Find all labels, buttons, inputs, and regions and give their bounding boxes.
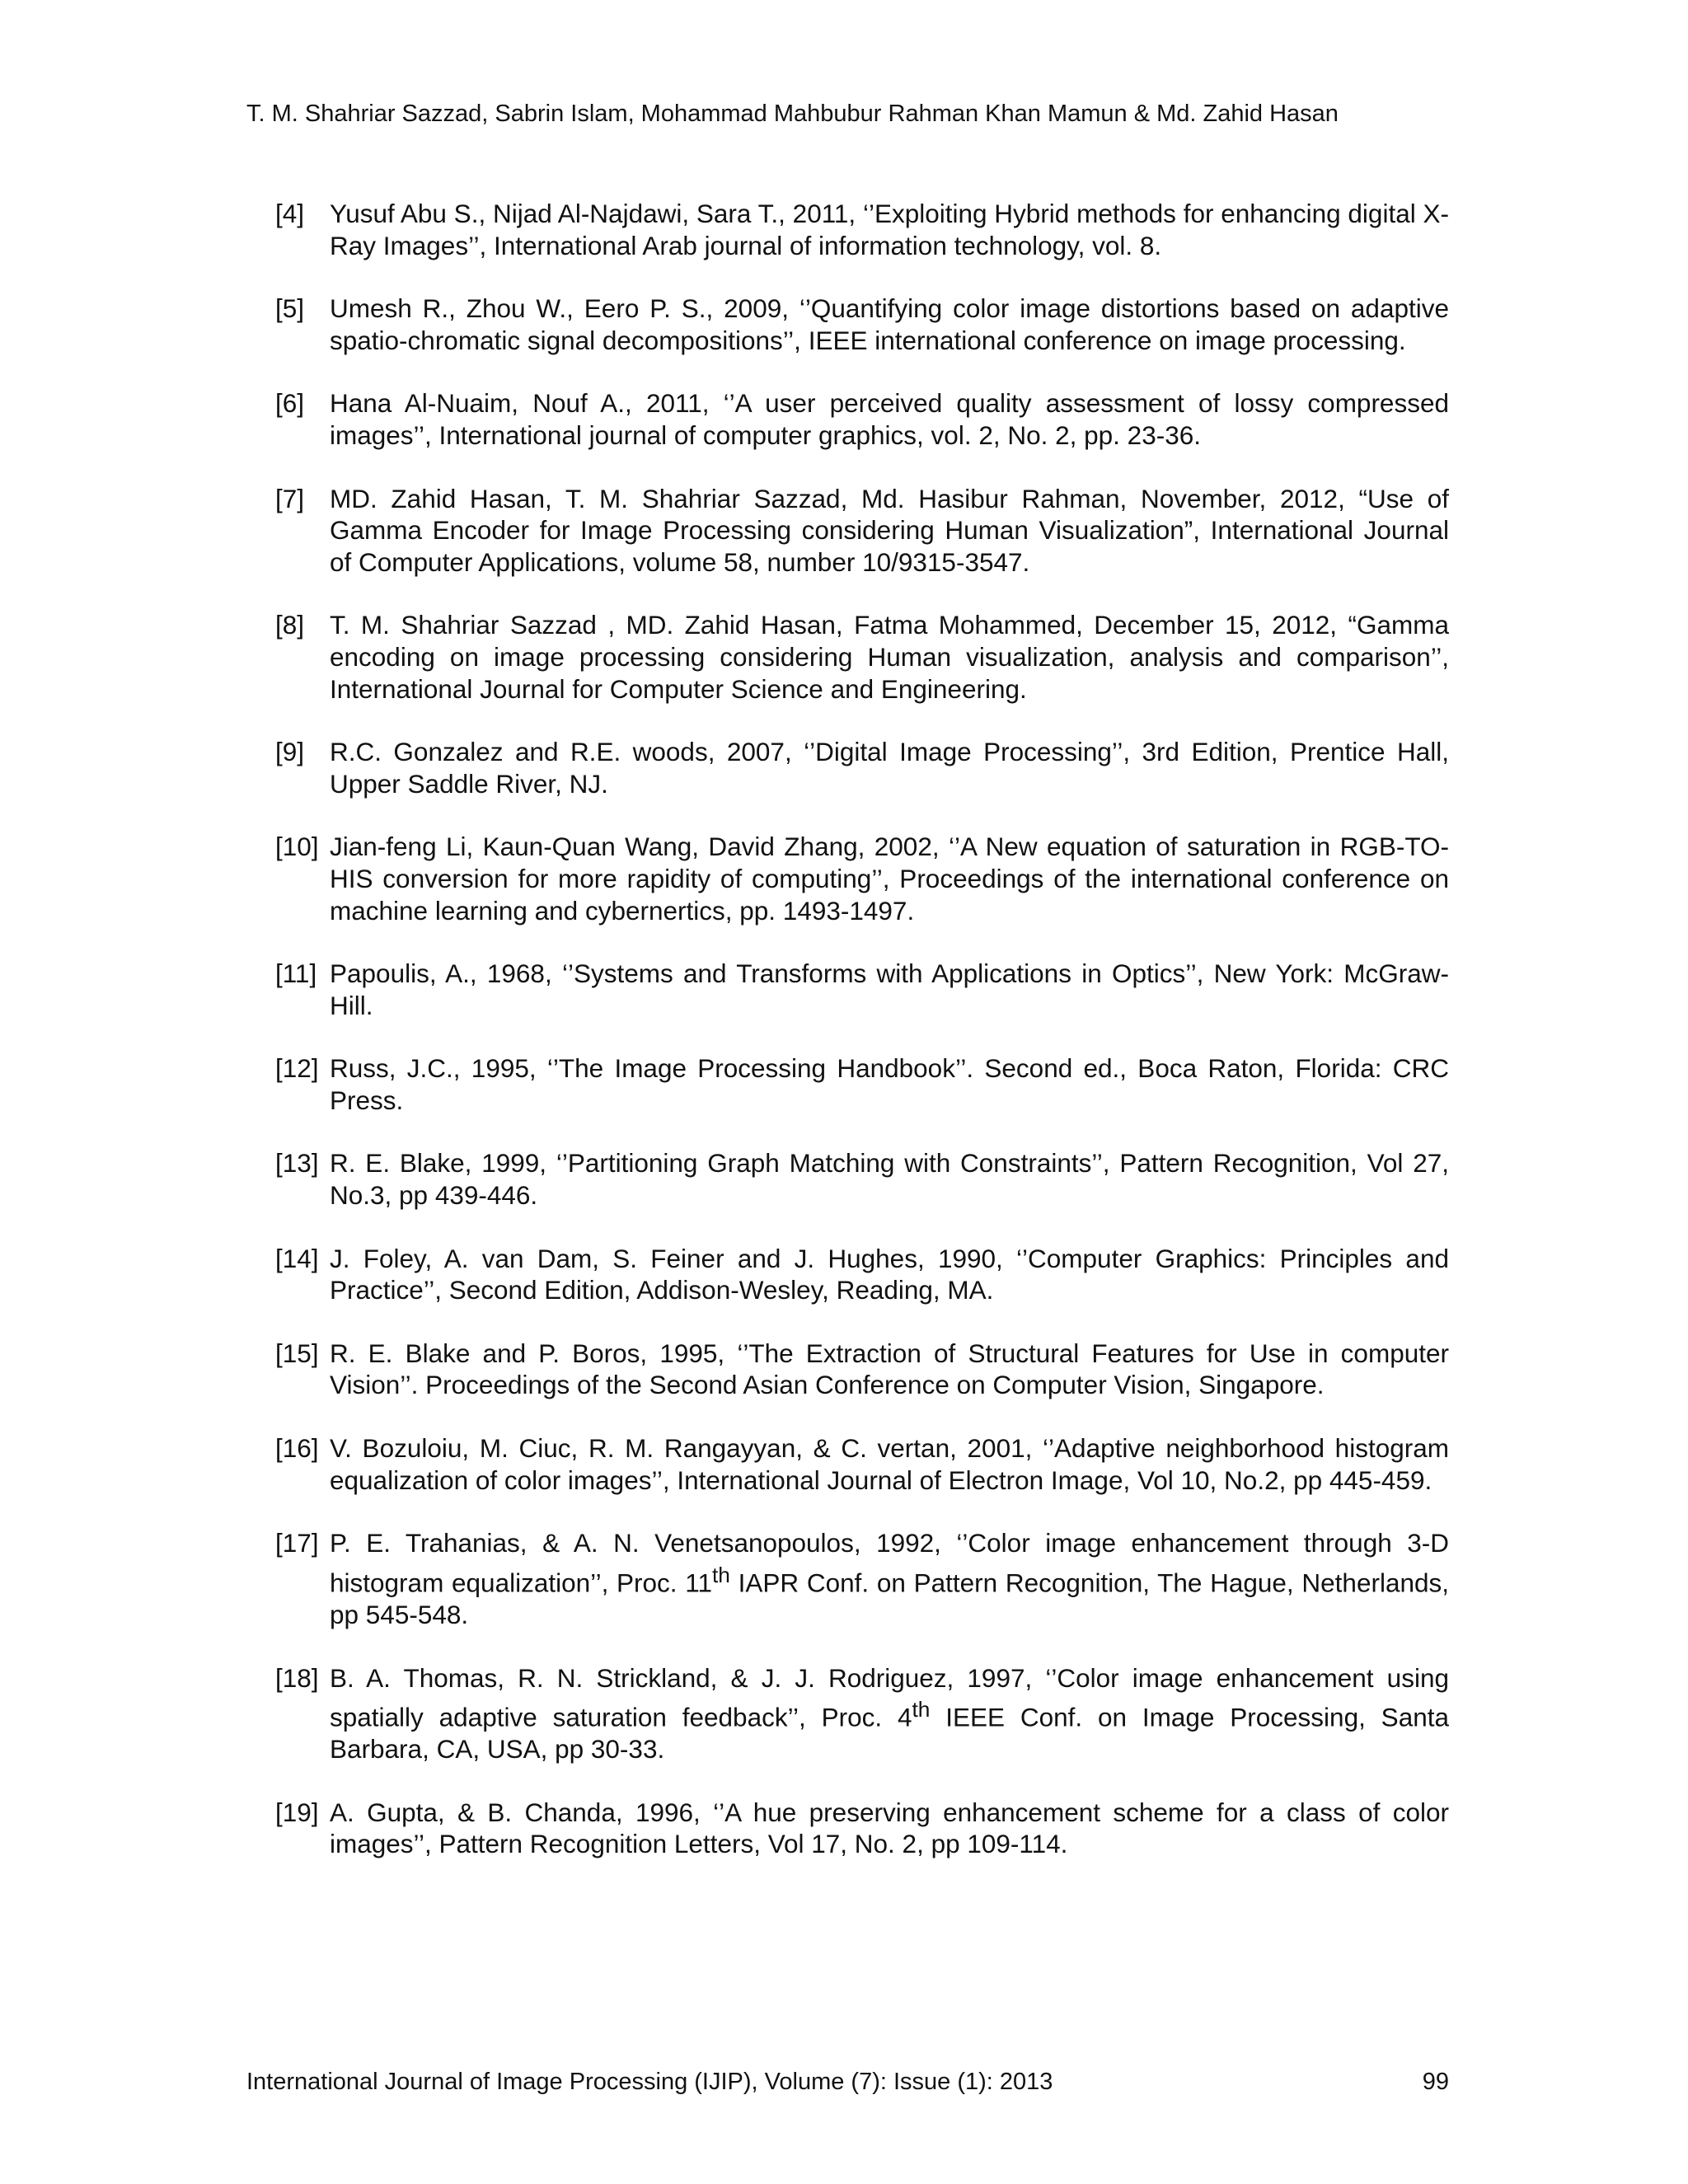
reference-number: [17] — [275, 1528, 319, 1558]
reference-list — [275, 198, 1449, 1891]
reference-item — [275, 1797, 1449, 1860]
reference-number: [4] — [275, 199, 305, 228]
reference-number: [10] — [275, 832, 319, 862]
reference-text: Umesh R., Zhou W., Eero P. S., 2009, ‘’Quantifying color image distortions based on adaptive spatio-chromatic signal decompositions’’, IEEE international conference on image processing. — [330, 293, 1449, 355]
running-header: T. M. Shahriar Sazzad, Sabrin Islam, Mohammad Mahbubur Rahman Khan Mamun & Md. Zahid Hasan — [246, 101, 1339, 127]
reference-number: [18] — [275, 1662, 319, 1693]
reference-text: R. E. Blake, 1999, ‘’Partitioning Graph Matching with Constraints’’, Pattern Recognition, Vol 27, No.3, pp 439-446. — [330, 1148, 1449, 1211]
reference-text-after-superscript: IAPR Conf. on Pattern Recognition, The Hague, Netherlands, pp 545-548. — [330, 1568, 1450, 1629]
reference-text-before-superscript: B. A. Thomas, R. N. Strickland, & J. J. Rodriguez, 1997, ‘’Color image enhancement using spatially adaptive saturation feedback’’, Proc. 4 — [330, 1662, 1449, 1732]
reference-text: A. Gupta, & B. Chanda, 1996, ‘’A hue preserving enhancement scheme for a class of color images’’, Pattern Recognition Letters, Vol 17, No. 2, pp 109-114. — [330, 1797, 1449, 1859]
reference-text — [330, 1662, 1449, 1765]
reference-item — [275, 736, 1449, 799]
reference-text: Russ, J.C., 1995, ‘’The Image Processing Handbook’’. Second ed., Boca Raton, Florida: CRC Press. — [330, 1053, 1449, 1115]
reference-text: R.C. Gonzalez and R.E. woods, 2007, ‘’Digital Image Processing’’, 3rd Edition, Prentice Hall, Upper Saddle River, NJ. — [330, 737, 1449, 799]
ordinal-superscript: th — [711, 1562, 730, 1587]
reference-text: J. Foley, A. van Dam, S. Feiner and J. Hughes, 1990, ‘’Computer Graphics: Principles and Practice’’, Second Edition, Addison-Wesley, Reading, MA. — [330, 1243, 1449, 1305]
reference-text: Yusuf Abu S., Nijad Al-Najdawi, Sara T., 2011, ‘’Exploiting Hybrid methods for enhancing digital X-Ray Images’’, International Arab journal of information technology, vol. 8. — [330, 199, 1449, 260]
reference-text: R. E. Blake and P. Boros, 1995, ‘’The Extraction of Structural Features for Use in computer Vision’’. Proceedings of the Second Asian Conference on Computer Vision, Singapore. — [330, 1338, 1449, 1400]
reference-item — [275, 1662, 1449, 1765]
reference-text: MD. Zahid Hasan, T. M. Shahriar Sazzad, Md. Hasibur Rahman, November, 2012, “Use of Gamma Encoder for Image Processing considering Human Visualization”, International Journal of Computer Applications, volume 58, number 10/9315-3547. — [330, 483, 1449, 577]
reference-number: [7] — [275, 483, 305, 513]
reference-text: Jian-feng Li, Kaun-Quan Wang, David Zhang, 2002, ‘’A New equation of saturation in RGB-TO-HIS conversion for more rapidity of computing’’, Proceedings of the international conference on machine learning and cybernertics, pp. 1493-1497. — [330, 832, 1449, 926]
reference-item — [275, 483, 1449, 579]
reference-number: [12] — [275, 1053, 319, 1084]
reference-item — [275, 1338, 1449, 1401]
reference-number: [14] — [275, 1243, 319, 1273]
reference-number: [6] — [275, 388, 305, 419]
reference-text: V. Bozuloiu, M. Ciuc, R. M. Rangayyan, & C. vertan, 2001, ‘’Adaptive neighborhood histogram equalization of color images’’, International Journal of Electron Image, Vol 10, No.2, pp 445-459. — [330, 1433, 1449, 1495]
reference-item — [275, 1432, 1449, 1496]
page-number: 99 — [1422, 2069, 1449, 2095]
reference-text: Hana Al-Nuaim, Nouf A., 2011, ‘’A user perceived quality assessment of lossy compressed images’’, International journal of computer graphics, vol. 2, No. 2, pp. 23-36. — [330, 388, 1449, 450]
reference-text-before-superscript: P. E. Trahanias, & A. N. Venetsanopoulos, 1992, ‘’Color image enhancement through 3-D histogram equalization’’, Proc. 11 — [330, 1528, 1449, 1598]
reference-item — [275, 831, 1449, 926]
footer-journal-citation: International Journal of Image Processing (IJIP), Volume (7): Issue (1): 2013 — [246, 2069, 1053, 2095]
reference-item — [275, 198, 1449, 261]
reference-number: [11] — [275, 958, 317, 989]
reference-text-after-superscript: IEEE Conf. on Image Processing, Santa Barbara, CA, USA, pp 30-33. — [330, 1702, 1449, 1765]
reference-item — [275, 958, 1449, 1021]
reference-item — [275, 387, 1449, 451]
reference-item — [275, 293, 1449, 356]
reference-number: [15] — [275, 1338, 319, 1368]
ordinal-superscript: th — [912, 1697, 931, 1722]
reference-number: [19] — [275, 1797, 319, 1827]
reference-text: Papoulis, A., 1968, ‘’Systems and Transforms with Applications in Optics’’, New York: McGraw-Hill. — [330, 958, 1449, 1020]
reference-number: [5] — [275, 293, 305, 324]
reference-number: [8] — [275, 610, 305, 640]
reference-text — [330, 1527, 1449, 1630]
reference-item — [275, 1527, 1449, 1630]
reference-text: T. M. Shahriar Sazzad , MD. Zahid Hasan, Fatma Mohammed, December 15, 2012, “Gamma encoding on image processing considering Human visualization, analysis and comparison’’, International Journal for Computer Science and Engineering. — [330, 610, 1449, 704]
reference-number: [13] — [275, 1148, 319, 1179]
reference-item — [275, 609, 1449, 705]
reference-number: [9] — [275, 737, 305, 767]
reference-item — [275, 1243, 1449, 1306]
reference-item — [275, 1147, 1449, 1211]
reference-item — [275, 1052, 1449, 1116]
reference-number: [16] — [275, 1433, 319, 1464]
